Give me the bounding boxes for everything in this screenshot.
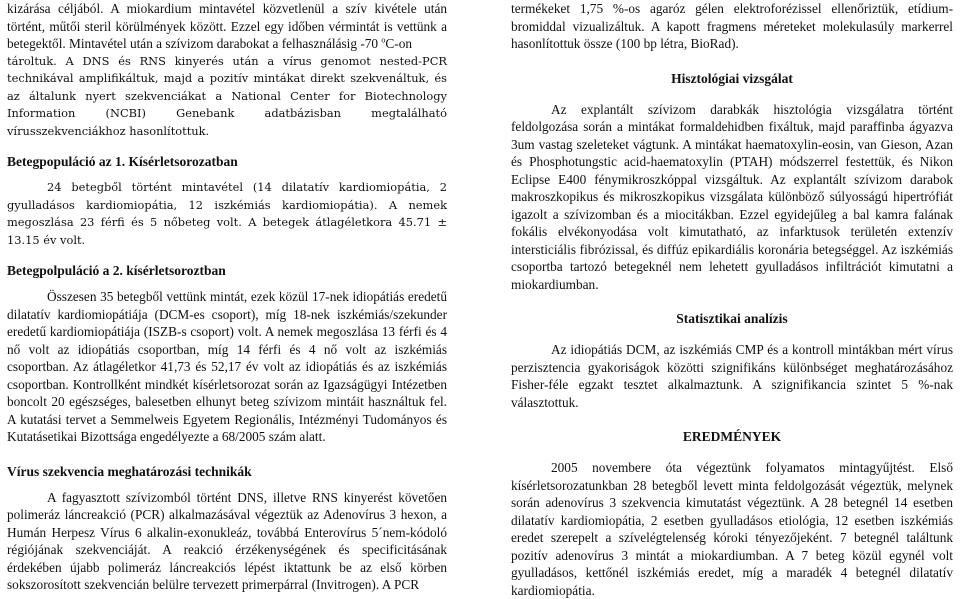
heading-virus-sequencing: Vírus szekvencia meghatározási technikák: [7, 463, 252, 479]
heading-histology: Hisztológiai vizsgálat: [671, 70, 793, 86]
intro-text: kizárása céljából. A miokardium mintavétel közvetlenül a szív kivétele után történt, műtői steril körülmények között. Ezzel egy időben vérmintát is vettünk a betegektől. Mintavétel után a szívizom darabokat a felhasználásig -70: [7, 1, 447, 51]
population-1-paragraph: 24 betegből történt mintavétel (14 dilatatív kardiomiopátia, 2 gyulladásos kardiomiopátia, 12 iszkémiás kardiomiopátia). A nemek megoszlása 23 férfi és 5 nőbeteg volt. A betegek átlagéletkora 45.71 ± 13.15 év volt.: [7, 180, 447, 247]
histology-paragraph: Az explantált szívizom darabkák hisztológia vizsgálatra történt feldolgozása során a mintákat formaldehidben fixáltuk, majd paraffinba ágyazva 3um vastag szeleteket vágtunk. A mintákat haematoxylin-eosin, van Gieson, Azan és Phosphotungstic acid-haematoxylin (PTAH) módszerrel festettük, és Nikon Eclipse E400 fénymikroszkóppal vizsgáltuk. Az explantált szívizom darabok makroszkopikus és mikroszkopikus vizsgálata különböző súlyosságú hipertrófiát igazolt a szívizomban és a miocitákban. Ezzel egyidejűleg a bal kamra falának fokális elvékonyodása volt kimutatható, az infarktusok területén extenzív intersticiális fibrózissal, és diffúz epikardiális koronária betegséggel. Az iszkémiás csoportba tartozó betegeknél nem lehetett gyulladásos infiltrációt kimutatni a miokardiumban.: [511, 101, 953, 292]
intro-paragraph-2: tároltuk. A DNS és RNS kinyerés után a vírus genomot nested-PCR technikával amplifikáltuk, majd a pozitív mintákat direkt szekvenáltuk, és az általunk nyert szekvenciákat a National Center for Biotechnology Information (NCBI) Genebank adatbázisban megtalálható vírusszekvenciákhoz hasonlítottuk.: [7, 53, 447, 138]
heading-population-1: Betegpopuláció az 1. Kísérletsorozatban: [7, 154, 238, 169]
intro-paragraph-1: [7, 0, 447, 53]
heading-results: EREDMÉNYEK: [682, 429, 782, 444]
population-2-paragraph: Összesen 35 betegből vettünk mintát, ezek közül 17-nek idiopátiás eredetű dilatatív kardiomiopátiája (DCM-es csoport), míg 18-nek iszkémiás/szekunder eredetű kardiomiopátiája (ISZB-s csoport) volt. A nemek megoszlása 13 férfi és 4 nő volt az idiopátiás csoportban, míg 14 férfi és 4 nő volt az iszkémiás csoportban. Az átlagéletkor 41,73 és 52,17 év volt az idiopátiás és az iszkémiás csoportban. Kontrollként mindkét kísérletsorozat során az Igazságügyi Intézetben boncolt 20 egészséges, balesetben elhunyt beteg szívizom mintáit használtuk fel. A kutatási tervet a Semmelweis Egyetem Regionális, Intézményi Tudományos és Kutatásetikai Bizottsága engedélyezte a 68/2005 szám alatt.: [7, 289, 447, 444]
heading-statistics: Statisztikai analízis: [676, 311, 788, 326]
intro-text-end: C-on: [385, 36, 412, 51]
left-column: [7, 0, 447, 594]
results-paragraph: 2005 novembere óta végeztünk folyamatos mintagyűjtést. Első kísérletsorozatunkban 28 betegből levett minta feldolgozását végeztük, melynek során adenovírus 3 szekvencia kimutatást végeztünk. A 28 betegnél 14 esetben dilatatív kardiomiopátia, 2 esetben gyulladásos etiológia, 12 esetben iszkémiás eredet szerepelt a szívelégtelenség kóroki tényezőjeként. 7 betegnél találtunk pozitív adenovírus 3 mintát a miokardiumban. A 7 beteg közül egynél volt gyulladásos, kettőnél iszkémiás eredet, míg a maradék 4 betegnél dilatatív kardiomiopátia.: [511, 460, 953, 598]
virus-paragraph: A fagyasztott szívizomból történt DNS, illetve RNS kinyerést követően polimeráz láncreakció (PCR) alkalmazásával végeztük az Adenovírus 3 hexon, a Humán Herpesz Vírus 6 alkalin-exonukleáz, továbbá Enterovírus 5´nem-kódoló régiójának szekvenciáját. A reakció érzékenységének és specificitásának érdekében újabb polimeráz láncreakciós lépést iktattunk be az első körben sokszorosított szekvencián belülre tervezett primerpárral (Invitrogen). A PCR: [7, 489, 447, 592]
heading-population-2: Betegpolpuláció a 2. kísérletsoroztban: [7, 263, 226, 278]
continuation-paragraph: termékeket 1,75 %-os agaróz gélen elektroforézissel ellenőriztük, etídium-bromiddal vizualizáltuk. A kapott fragmens méreteket molekulasúly markerrel hasonlítottuk össze (100 bp létra, BioRad).: [511, 1, 953, 51]
statistics-paragraph: Az idiopátiás DCM, az iszkémiás CMP és a kontroll mintákban mért vírus perzisztencia gyakoriságok közötti szignifikáns különbséget meghatározásához Fisher-féle egzakt tesztet alkalmaztunk. A szignifikancia szintet 5 %-nak választottuk.: [511, 342, 953, 410]
degree-mark: o: [381, 35, 386, 45]
right-column: [511, 0, 953, 599]
